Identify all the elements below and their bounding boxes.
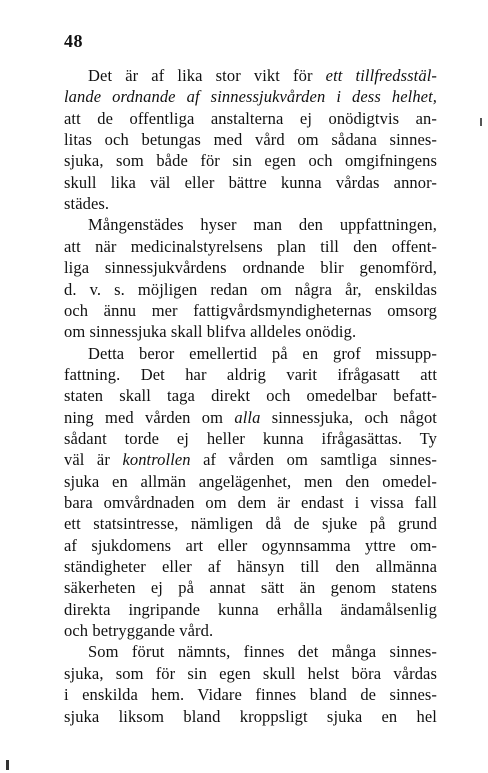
text-span: sådant torde ej heller kunna ifrågasättas. Ty	[64, 428, 437, 448]
text-span: och ännu mer fattigvårdsmyndigheternas omsorg	[64, 300, 437, 320]
text-span: Det är af lika stor vikt för	[88, 66, 326, 85]
text-line	[64, 556, 437, 578]
text-line	[64, 663, 437, 685]
text-line	[88, 214, 437, 236]
text-span: staten skall taga direkt och omedelbar befatt-	[64, 386, 437, 406]
italic-text: alla	[234, 407, 261, 427]
text-line	[64, 279, 437, 301]
text-line	[64, 513, 437, 535]
text-line	[64, 684, 437, 706]
text-span: ett statsintresse, nämligen då de sjuke på grund	[64, 514, 437, 534]
text-span: litas och betungas med vård om sådana sinnes-	[64, 130, 437, 150]
text-line	[88, 641, 437, 663]
text-line	[64, 706, 437, 728]
text-span: liga sinnessjukvårdens ordnande blir genomförd,	[64, 258, 437, 278]
scan-mark	[480, 118, 482, 126]
text-line	[64, 428, 437, 450]
text-span: sinnessjuka, och något	[260, 407, 437, 427]
text-span: direkta ingripande kunna erhålla ändamålsenlig	[64, 599, 437, 619]
italic-text: ett tillfredsstäl-	[325, 66, 437, 85]
text-line	[64, 577, 437, 599]
page-number: 48	[64, 31, 83, 51]
text-line	[64, 385, 437, 407]
italic-text: kontrollen	[122, 450, 191, 470]
text-span: sjuka en allmän angelägenhet, men den omedel-	[64, 471, 437, 491]
text-span: sjuka liksom bland kroppsligt sjuka en hel	[64, 706, 437, 726]
text-line	[64, 172, 437, 194]
text-span: af vården om samtliga sinnes-	[190, 450, 437, 470]
text-line	[64, 150, 437, 172]
text-span: städes.	[64, 194, 110, 214]
text-line	[88, 65, 437, 87]
text-line	[64, 364, 437, 386]
text-span: sjuka, som för sin egen skull helst böra vårdas	[64, 663, 437, 683]
text-line	[64, 449, 437, 471]
text-line	[64, 492, 437, 514]
text-line	[64, 108, 437, 130]
text-span: säkerheten ej på annat sätt än genom statens	[64, 578, 437, 598]
text-span: väl är	[64, 450, 123, 470]
text-line	[64, 599, 437, 621]
text-line	[64, 193, 437, 215]
text-span: bara omvårdnaden om dem är endast i vissa fall	[64, 493, 437, 512]
text-line	[64, 300, 437, 322]
text-line	[64, 257, 437, 279]
scan-mark	[6, 760, 9, 770]
text-span: och betryggande vård.	[64, 621, 214, 641]
text-span: ning med vården om	[64, 407, 235, 427]
text-line	[64, 535, 437, 557]
text-line	[64, 620, 437, 642]
text-span: om sinnessjuka skall blifva alldeles onödig.	[64, 322, 357, 342]
text-line	[64, 129, 437, 151]
text-span: att när medicinalstyrelsens plan till den offent-	[64, 236, 437, 256]
text-line	[64, 321, 437, 343]
text-span: Som förut nämnts, finnes det många sinnes-	[88, 642, 437, 662]
text-span: sjuka, som både för sin egen och omgifningens	[64, 151, 437, 171]
text-span: skull lika väl eller bättre kunna vårdas annor-	[64, 172, 437, 192]
text-span: af sjukdomens art eller ogynnsamma yttre om-	[64, 535, 437, 555]
text-line	[64, 407, 437, 429]
text-line	[64, 471, 437, 493]
text-span: att de offentliga anstalterna ej onödigtvis an-	[64, 108, 437, 128]
text-span: ständigheter eller af hänsyn till den allmänna	[64, 557, 437, 577]
text-span: d. v. s. möjligen redan om några år, enskildas	[64, 279, 437, 299]
text-line	[88, 343, 437, 365]
text-span: Mångenstädes hyser man den uppfattningen,	[88, 215, 437, 235]
text-line	[64, 86, 437, 108]
text-line	[64, 236, 437, 258]
italic-text: lande ordnande af sinnessjukvården i dess helhet,	[64, 87, 437, 107]
text-span: Detta beror emellertid på en grof missupp-	[88, 343, 437, 363]
text-span: fattning. Det har aldrig varit ifrågasatt att	[64, 364, 437, 384]
text-span: i enskilda hem. Vidare finnes bland de sinnes-	[64, 685, 437, 705]
